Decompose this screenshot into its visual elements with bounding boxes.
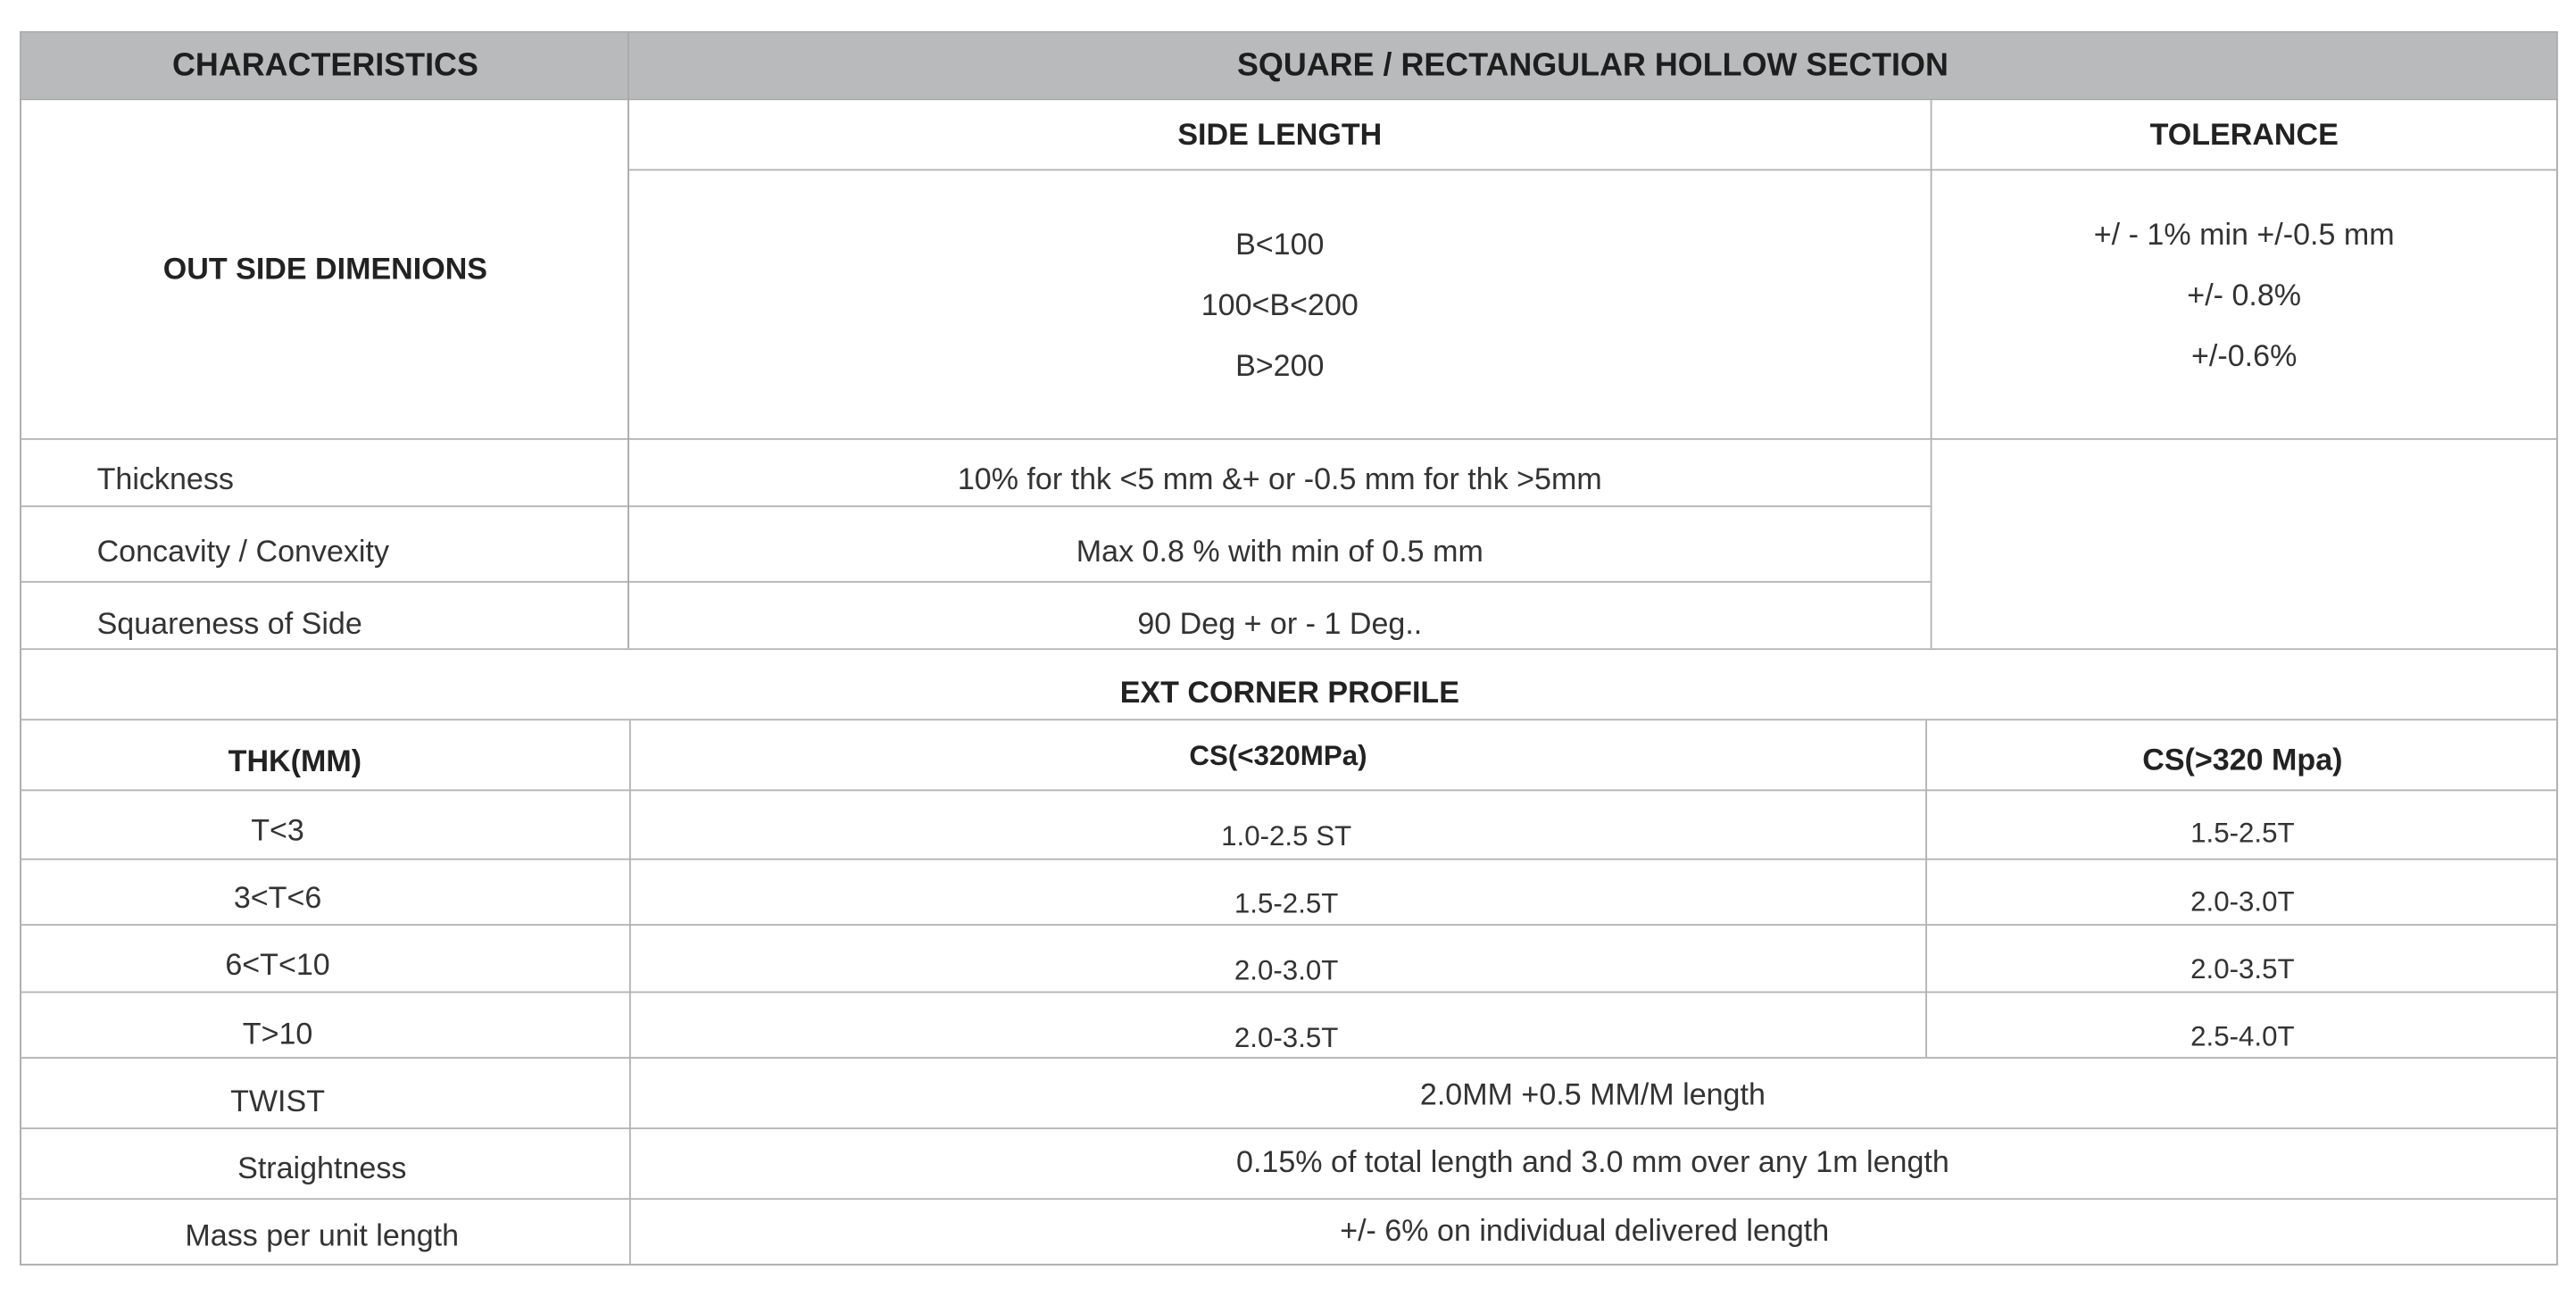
corner-thk-cell: T>10 [242, 1016, 313, 1051]
divider [20, 1198, 2558, 1200]
corner-cs-low-cell: 1.5-2.5T [1234, 887, 1339, 919]
corner-cs-high-cell: 1.5-2.5T [2190, 817, 2295, 849]
corner-thk-cell: 6<T<10 [225, 946, 330, 982]
bottom-value-straightness: 0.15% of total length and 3.0 mm over any 1m length [1236, 1143, 1949, 1179]
property-value-squareness: 90 Deg + or - 1 Deg.. [1137, 605, 1423, 641]
col-header-thk: THK(MM) [228, 743, 362, 778]
divider [20, 719, 2558, 720]
corner-cs-high-cell: 2.0-3.0T [2190, 885, 2295, 918]
col-header-cs-low: CS(<320MPa) [1189, 740, 1367, 772]
bottom-value-mass: +/- 6% on individual delivered length [1340, 1212, 1830, 1248]
header-characteristics: CHARACTERISTICS [21, 33, 629, 99]
tolerance-value: +/ - 1% min +/-0.5 mm [2093, 215, 2395, 251]
property-label-squareness: Squareness of Side [96, 605, 362, 641]
divider [20, 992, 2558, 993]
divider [20, 1057, 2558, 1059]
divider [20, 438, 2558, 440]
corner-cs-low-cell: 1.0-2.5 ST [1221, 820, 1352, 852]
divider [20, 505, 1931, 507]
bottom-label-mass: Mass per unit length [185, 1217, 460, 1252]
property-label-thickness: Thickness [96, 461, 234, 496]
corner-cs-high-cell: 2.0-3.5T [2190, 953, 2295, 985]
divider [20, 98, 2558, 100]
divider [20, 789, 2558, 791]
bottom-value-twist: 2.0MM +0.5 MM/M length [1419, 1076, 1766, 1111]
corner-thk-cell: T<3 [251, 812, 304, 847]
divider [20, 581, 1931, 583]
bottom-label-straightness: Straightness [237, 1150, 407, 1185]
bottom-label-twist: TWIST [230, 1083, 325, 1118]
header-section-title: SQUARE / RECTANGULAR HOLLOW SECTION [629, 33, 2556, 99]
divider [20, 1127, 2558, 1129]
tolerance-value: +/-0.6% [2191, 337, 2298, 372]
divider [20, 924, 2558, 926]
side-length-header: SIDE LENGTH [1177, 116, 1383, 152]
outside-dimensions-label: OUT SIDE DIMENIONS [162, 251, 488, 286]
divider [20, 859, 2558, 860]
property-value-thickness: 10% for thk <5 mm &+ or -0.5 mm for thk >5mm [957, 461, 1602, 496]
corner-profile-title: EXT CORNER PROFILE [1119, 674, 1459, 710]
side-length-value: B<100 [1235, 226, 1325, 262]
divider [627, 33, 629, 649]
col-header-cs-high: CS(>320 Mpa) [2142, 742, 2343, 777]
side-length-value: 100<B<200 [1201, 287, 1359, 322]
divider [20, 648, 2558, 650]
corner-cs-low-cell: 2.0-3.0T [1234, 955, 1339, 987]
property-value-concavity: Max 0.8 % with min of 0.5 mm [1076, 533, 1483, 569]
property-label-concavity: Concavity / Convexity [96, 533, 389, 569]
tolerance-header: TOLERANCE [2149, 116, 2339, 152]
divider [629, 169, 2558, 170]
corner-cs-low-cell: 2.0-3.5T [1234, 1022, 1339, 1054]
side-length-value: B>200 [1235, 347, 1325, 383]
corner-thk-cell: 3<T<6 [233, 879, 322, 915]
divider [1925, 720, 1927, 1057]
divider [629, 720, 631, 1265]
corner-cs-high-cell: 2.5-4.0T [2190, 1020, 2295, 1052]
divider [1931, 100, 1932, 648]
tolerance-value: +/- 0.8% [2187, 276, 2302, 312]
